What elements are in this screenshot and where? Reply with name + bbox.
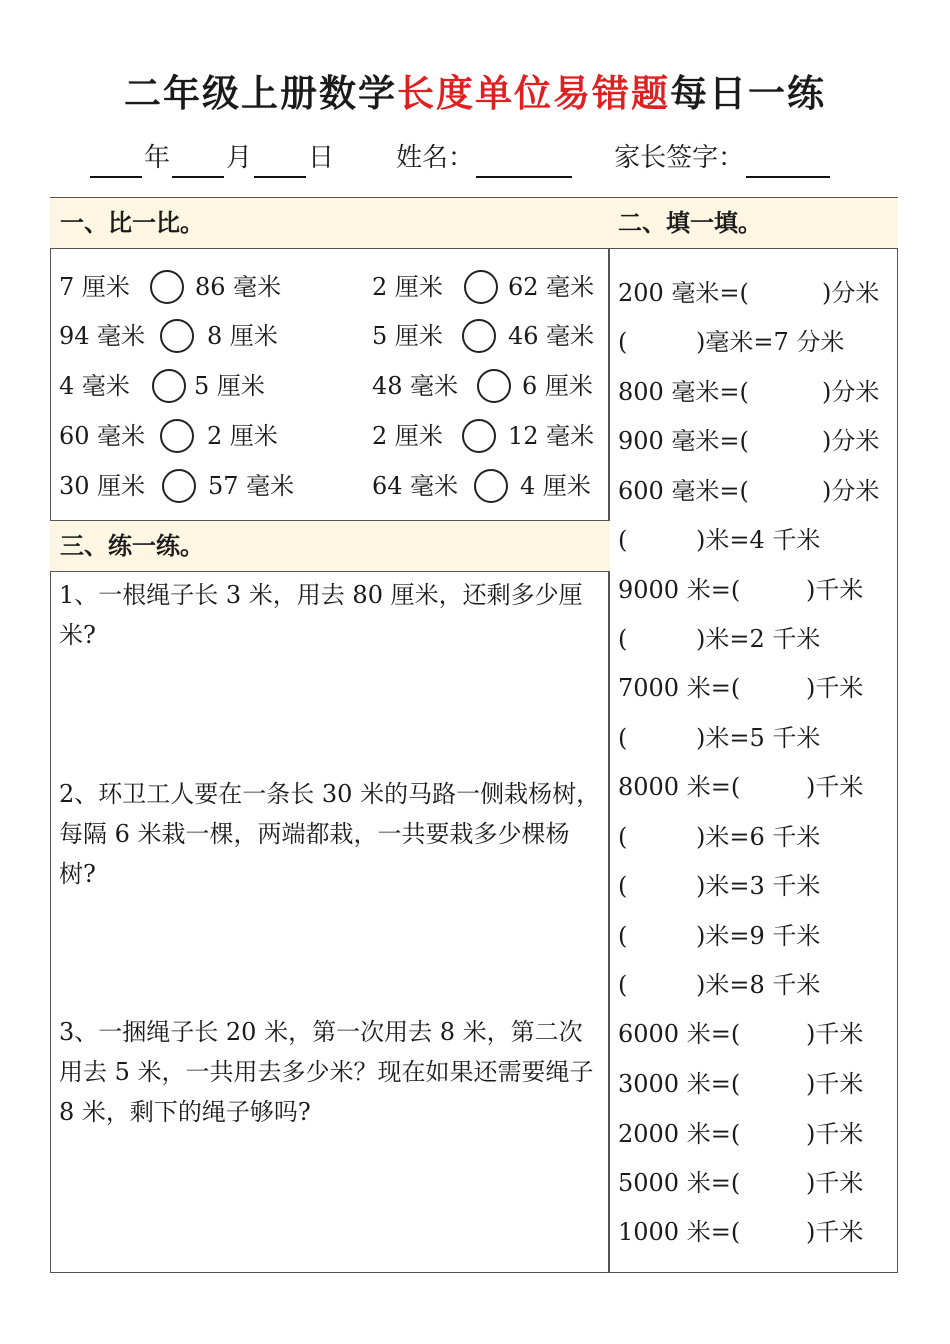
- fill-left: 200 毫米=(: [618, 279, 749, 307]
- fill-right: )千米: [806, 1218, 864, 1246]
- fill-left: 5000 米=(: [618, 1169, 741, 1197]
- fill-right: )分米: [822, 477, 880, 505]
- compare-circle[interactable]: [152, 369, 186, 403]
- month-label: 月: [226, 143, 253, 173]
- fill-left: (: [618, 328, 628, 356]
- fill-left: 2000 米=(: [618, 1120, 741, 1148]
- compare-circle[interactable]: [160, 319, 194, 353]
- section2-header: 二、填一填。: [608, 197, 898, 249]
- compare-left: 94 毫米: [59, 322, 146, 350]
- fill-right: )千米: [806, 576, 864, 604]
- parent-signature-blank[interactable]: [746, 146, 830, 178]
- fill-left: 600 毫米=(: [618, 477, 749, 505]
- fill-right: )米=9 千米: [696, 922, 821, 950]
- month-blank[interactable]: [172, 146, 224, 178]
- compare-left: 30 厘米: [59, 472, 146, 500]
- fill-left: 7000 米=(: [618, 674, 741, 702]
- name-blank[interactable]: [476, 146, 572, 178]
- fill-left: (: [618, 971, 628, 999]
- compare-circle[interactable]: [162, 469, 196, 503]
- compare-right: 2 厘米: [207, 422, 278, 450]
- fill-right: )分米: [822, 279, 880, 307]
- fill-right: )米=4 千米: [696, 526, 821, 554]
- fill-left: (: [618, 823, 628, 851]
- header-info-line: [88, 138, 832, 178]
- compare-circle[interactable]: [462, 419, 496, 453]
- compare-left: 4 毫米: [59, 372, 130, 400]
- name-label: 姓名：: [396, 143, 475, 173]
- compare-right: 6 厘米: [522, 372, 593, 400]
- compare-right: 4 厘米: [520, 472, 591, 500]
- title-suffix: 每日一练: [670, 71, 826, 115]
- title-prefix: 二年级上册数学: [124, 71, 397, 115]
- compare-right: 5 厘米: [194, 372, 265, 400]
- section1-header: 一、比一比。: [50, 197, 610, 249]
- fill-right: )分米: [822, 378, 880, 406]
- fill-left: 800 毫米=(: [618, 378, 749, 406]
- fill-left: (: [618, 922, 628, 950]
- compare-left: 2 厘米: [372, 422, 443, 450]
- compare-left: 5 厘米: [372, 322, 443, 350]
- compare-right: 86 毫米: [195, 273, 282, 301]
- fill-left: (: [618, 625, 628, 653]
- section3-header: 三、练一练。: [50, 520, 610, 572]
- compare-circle[interactable]: [474, 469, 508, 503]
- word-problem-3: 3、一捆绳子长 20 米，第一次用去 8 米，第二次用去 5 米，一共用去多少米？现在如果还需要绳子 8 米，剩下的绳子够吗?: [59, 1018, 594, 1126]
- year-label: 年: [144, 143, 171, 173]
- compare-left: 7 厘米: [59, 273, 130, 301]
- fill-left: 9000 米=(: [618, 576, 741, 604]
- compare-right: 62 毫米: [508, 273, 595, 301]
- title-highlight: 长度单位易错题: [397, 71, 670, 115]
- fill-right: )千米: [806, 773, 864, 801]
- fill-right: )千米: [806, 1070, 864, 1098]
- fill-left: (: [618, 526, 628, 554]
- fill-right: )米=2 千米: [696, 625, 821, 653]
- fill-right: )米=6 千米: [696, 823, 821, 851]
- fill-left: 3000 米=(: [618, 1070, 741, 1098]
- compare-right: 57 毫米: [208, 472, 295, 500]
- year-blank[interactable]: [90, 146, 142, 178]
- compare-left: 64 毫米: [372, 472, 459, 500]
- fill-left: 1000 米=(: [618, 1218, 741, 1246]
- parent-signature-label: 家长签字：: [614, 143, 745, 173]
- column-divider: [608, 197, 610, 1273]
- compare-left: 48 毫米: [372, 372, 459, 400]
- fill-left: (: [618, 872, 628, 900]
- compare-circle[interactable]: [160, 419, 194, 453]
- fill-left: (: [618, 724, 628, 752]
- fill-right: )米=5 千米: [696, 724, 821, 752]
- fill-right: )分米: [822, 427, 880, 455]
- fill-right: )千米: [806, 674, 864, 702]
- fill-right: )千米: [806, 1020, 864, 1048]
- fill-left: 8000 米=(: [618, 773, 741, 801]
- day-label: 日: [308, 143, 335, 173]
- word-problem-1: 1、一根绳子长 3 米，用去 80 厘米，还剩多少厘米?: [59, 581, 583, 649]
- compare-circle[interactable]: [477, 369, 511, 403]
- compare-right: 46 毫米: [508, 322, 595, 350]
- compare-right: 8 厘米: [207, 322, 278, 350]
- compare-left: 2 厘米: [372, 273, 443, 301]
- compare-circle[interactable]: [462, 319, 496, 353]
- fill-left: 900 毫米=(: [618, 427, 749, 455]
- compare-circle[interactable]: [150, 270, 184, 304]
- fill-right: )米=3 千米: [696, 872, 821, 900]
- day-blank[interactable]: [254, 146, 306, 178]
- page-title: [0, 68, 950, 118]
- fill-right: )毫米=7 分米: [696, 328, 845, 356]
- compare-left: 60 毫米: [59, 422, 146, 450]
- compare-right: 12 毫米: [508, 422, 595, 450]
- fill-left: 6000 米=(: [618, 1020, 741, 1048]
- fill-right: )千米: [806, 1169, 864, 1197]
- fill-right: )米=8 千米: [696, 971, 821, 999]
- fill-right: )千米: [806, 1120, 864, 1148]
- compare-circle[interactable]: [464, 270, 498, 304]
- word-problem-2: 2、环卫工人要在一条长 30 米的马路一侧栽杨树，每隔 6 米栽一棵，两端都栽，一共要栽多少棵杨树?: [59, 780, 601, 888]
